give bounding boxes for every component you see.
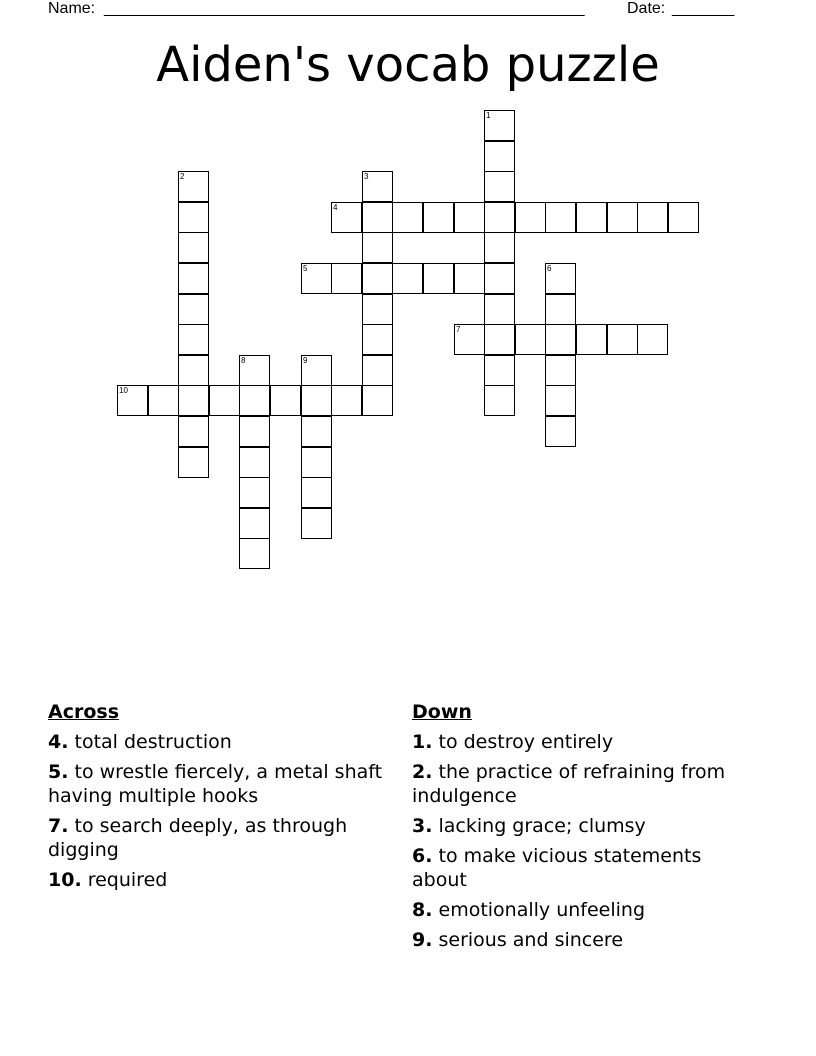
grid-cell[interactable] (484, 385, 515, 416)
cell-number: 3 (364, 172, 369, 181)
down-clue (412, 844, 752, 892)
grid-cell[interactable] (637, 202, 668, 233)
grid-cell[interactable] (148, 385, 179, 416)
clue-number: 8. (412, 899, 433, 921)
clue-number: 7. (48, 815, 69, 837)
grid-cell[interactable] (178, 202, 209, 233)
grid-cell[interactable] (362, 385, 393, 416)
cell-number: 10 (119, 386, 128, 395)
down-clue (412, 928, 752, 952)
grid-cell[interactable] (545, 385, 576, 416)
grid-cell[interactable] (239, 447, 270, 478)
grid-cell[interactable] (239, 355, 270, 386)
grid-cell[interactable] (484, 110, 515, 141)
grid-cell[interactable] (362, 232, 393, 263)
grid-cell[interactable] (576, 324, 607, 355)
grid-cell[interactable] (362, 263, 393, 294)
across-clues (48, 700, 388, 898)
grid-cell[interactable] (239, 538, 270, 569)
grid-cell[interactable] (270, 385, 301, 416)
clue-number: 2. (412, 761, 433, 783)
grid-cell[interactable] (484, 263, 515, 294)
grid-cell[interactable] (484, 141, 515, 172)
grid-cell[interactable] (454, 324, 485, 355)
clue-text: to search deeply, as through digging (48, 815, 348, 861)
grid-cell[interactable] (301, 263, 332, 294)
grid-cell[interactable] (178, 385, 209, 416)
grid-cell[interactable] (178, 171, 209, 202)
clue-text: emotionally unfeeling (438, 899, 646, 921)
clue-number: 5. (48, 761, 69, 783)
grid-cell[interactable] (392, 202, 423, 233)
grid-cell[interactable] (178, 324, 209, 355)
name-field[interactable]: ______________________________________________________ (104, 0, 585, 17)
grid-cell[interactable] (178, 294, 209, 325)
across-clue (48, 730, 388, 754)
grid-cell[interactable] (545, 263, 576, 294)
cell-number: 8 (241, 356, 246, 365)
clue-text: the practice of refraining from indulgence (412, 761, 726, 807)
grid-cell[interactable] (454, 202, 485, 233)
grid-cell[interactable] (239, 385, 270, 416)
grid-cell[interactable] (607, 202, 638, 233)
grid-cell[interactable] (239, 416, 270, 447)
grid-cell[interactable] (576, 202, 607, 233)
across-clue (48, 760, 388, 808)
grid-cell[interactable] (668, 202, 699, 233)
across-clue (48, 868, 388, 892)
cell-number: 1 (486, 111, 491, 120)
clue-number: 9. (412, 929, 433, 951)
clue-text: total destruction (74, 731, 232, 753)
clue-number: 6. (412, 845, 433, 867)
grid-cell[interactable] (331, 263, 362, 294)
grid-cell[interactable] (545, 416, 576, 447)
down-clue (412, 760, 752, 808)
grid-cell[interactable] (362, 355, 393, 386)
down-clue (412, 898, 752, 922)
grid-cell[interactable] (301, 447, 332, 478)
cell-number: 6 (547, 264, 552, 273)
grid-cell[interactable] (423, 263, 454, 294)
grid-cell[interactable] (392, 263, 423, 294)
clue-text: to destroy entirely (438, 731, 614, 753)
grid-cell[interactable] (117, 385, 148, 416)
grid-cell[interactable] (637, 324, 668, 355)
grid-cell[interactable] (178, 416, 209, 447)
grid-cell[interactable] (301, 385, 332, 416)
grid-cell[interactable] (423, 202, 454, 233)
grid-cell[interactable] (362, 324, 393, 355)
across-heading: Across (48, 701, 120, 723)
down-heading: Down (412, 701, 472, 723)
grid-cell[interactable] (209, 385, 240, 416)
grid-cell[interactable] (607, 324, 638, 355)
grid-cell[interactable] (331, 202, 362, 233)
grid-cell[interactable] (515, 202, 546, 233)
puzzle-title: Aiden's vocab puzzle (156, 37, 660, 93)
cell-number: 5 (303, 264, 308, 273)
grid-cell[interactable] (484, 294, 515, 325)
clue-text: required (87, 869, 168, 891)
grid-cell[interactable] (484, 324, 515, 355)
grid-cell[interactable] (362, 202, 393, 233)
grid-cell[interactable] (484, 232, 515, 263)
grid-cell[interactable] (362, 171, 393, 202)
grid-cell[interactable] (362, 294, 393, 325)
grid-cell[interactable] (301, 416, 332, 447)
clue-text: serious and sincere (438, 929, 624, 951)
grid-cell[interactable] (331, 385, 362, 416)
grid-cell[interactable] (178, 447, 209, 478)
grid-cell[interactable] (301, 477, 332, 508)
grid-cell[interactable] (515, 324, 546, 355)
down-clue (412, 730, 752, 754)
grid-cell[interactable] (484, 171, 515, 202)
date-field[interactable]: _______ (672, 0, 735, 17)
grid-cell[interactable] (301, 355, 332, 386)
grid-cell[interactable] (239, 508, 270, 539)
across-clue (48, 814, 388, 862)
grid-cell[interactable] (545, 355, 576, 386)
cell-number: 9 (303, 356, 308, 365)
grid-cell[interactable] (484, 355, 515, 386)
grid-cell[interactable] (454, 263, 485, 294)
grid-cell[interactable] (178, 263, 209, 294)
name-label: Name: (48, 0, 96, 17)
clue-text: to make vicious statements about (412, 845, 702, 891)
clue-text: lacking grace; clumsy (438, 815, 646, 837)
clue-text: to wrestle fiercely, a metal shaft having multiple hooks (48, 761, 383, 807)
date-label: Date: (627, 0, 666, 17)
clue-number: 10. (48, 869, 82, 891)
grid-cell[interactable] (484, 202, 515, 233)
down-clue (412, 814, 752, 838)
cell-number: 4 (333, 203, 338, 212)
cell-number: 2 (180, 172, 185, 181)
grid-cell[interactable] (545, 324, 576, 355)
clue-number: 1. (412, 731, 433, 753)
clue-number: 4. (48, 731, 69, 753)
grid-cell[interactable] (301, 508, 332, 539)
down-clues (412, 700, 752, 958)
clue-number: 3. (412, 815, 433, 837)
grid-cell[interactable] (545, 202, 576, 233)
grid-cell[interactable] (239, 477, 270, 508)
grid-cell[interactable] (178, 355, 209, 386)
cell-number: 7 (456, 325, 461, 334)
grid-cell[interactable] (178, 232, 209, 263)
grid-cell[interactable] (545, 294, 576, 325)
